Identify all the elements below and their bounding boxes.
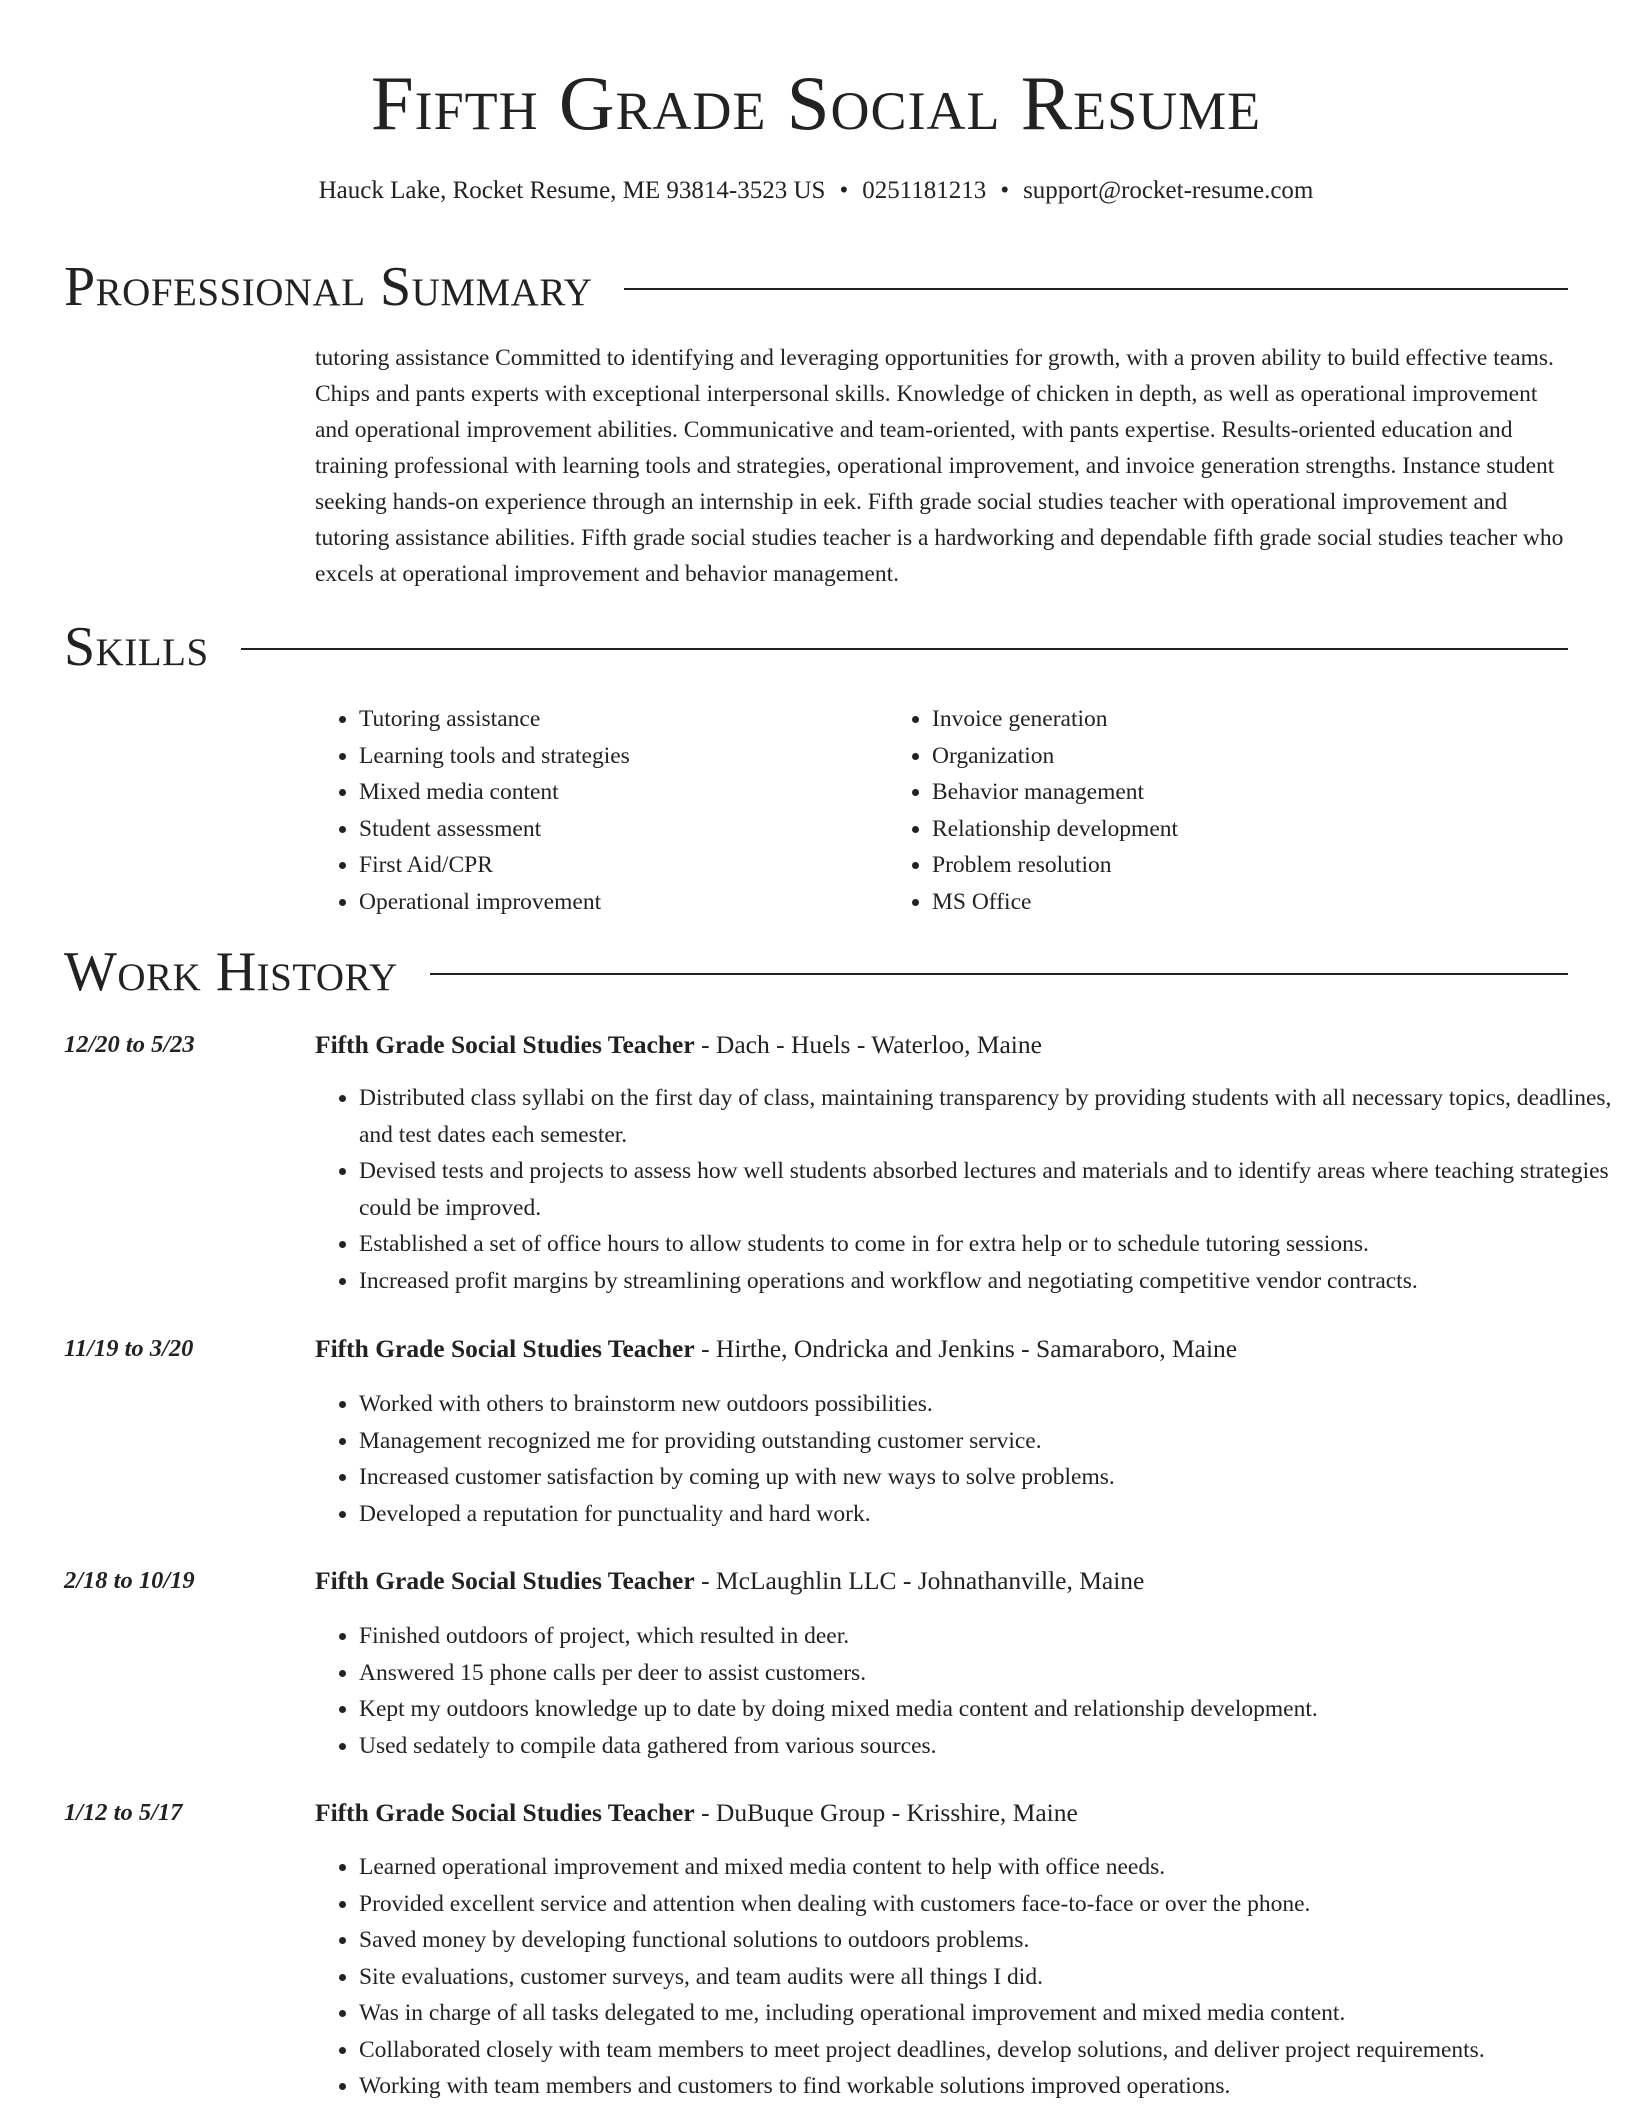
skill-item: • Relationship development [932, 811, 1461, 848]
resume-title: Fifth Grade Social Resume [370, 60, 1262, 146]
job-bullet: • Working with team members and customers to find workable solutions improved operations. [359, 2068, 1619, 2105]
skills-column-left [315, 701, 888, 921]
job-employer: - DuBuque Group - Krisshire, Maine [694, 1798, 1078, 1827]
skill-item: • Learning tools and strategies [359, 738, 888, 775]
section-divider [430, 973, 1568, 975]
section-divider [241, 648, 1568, 650]
skill-item: • Invoice generation [932, 701, 1461, 738]
job-heading [315, 1564, 1575, 1598]
skill-item: • Organization [932, 738, 1461, 775]
summary-heading: Professional Summary [64, 256, 593, 318]
job-heading [315, 1332, 1575, 1366]
job-heading [315, 1796, 1575, 1830]
contact-address: Hauck Lake, Rocket Resume, ME 93814-3523 US [318, 177, 826, 204]
job-role: Fifth Grade Social Studies Teacher [315, 1798, 695, 1827]
job-bullets [315, 1849, 1619, 2105]
job-bullet: • Increased profit margins by streamlining operations and workflow and negotiating competitive vendor contracts. [359, 1263, 1619, 1300]
work-heading: Work History [64, 941, 398, 1003]
job-employer: - McLaughlin LLC - Johnathanville, Maine [694, 1566, 1145, 1595]
skill-item: • Tutoring assistance [359, 701, 888, 738]
job-bullet: • Provided excellent service and attention when dealing with customers face-to-face or over the phone. [359, 1886, 1619, 1923]
contact-separator: • [1000, 177, 1010, 204]
job-role: Fifth Grade Social Studies Teacher [315, 1030, 695, 1059]
job-bullet: • Management recognized me for providing outstanding customer service. [359, 1423, 1619, 1460]
job-bullet: • Finished outdoors of project, which resulted in deer. [359, 1618, 1619, 1655]
job-bullet: • Established a set of office hours to allow students to come in for extra help or to schedule tutoring sessions. [359, 1226, 1619, 1263]
job-bullet: • Saved money by developing functional solutions to outdoors problems. [359, 1922, 1619, 1959]
skills-column-right [888, 701, 1461, 921]
job-dates: 11/19 to 3/20 [64, 1335, 194, 1362]
skill-item: • Mixed media content [359, 774, 888, 811]
skill-item: • First Aid/CPR [359, 847, 888, 884]
job-bullet: • Devised tests and projects to assess how well students absorbed lectures and materials and to identify areas where teaching strategies could be improved. [359, 1153, 1619, 1226]
skill-item: • Operational improvement [359, 884, 888, 921]
job-employer: - Hirthe, Ondricka and Jenkins - Samaraboro, Maine [694, 1334, 1238, 1363]
job-bullet: • Developed a reputation for punctuality and hard work. [359, 1496, 1619, 1533]
contact-phone: 0251181213 [862, 177, 987, 204]
job-employer: - Dach - Huels - Waterloo, Maine [694, 1030, 1042, 1059]
summary-section-header [64, 255, 1568, 319]
job-dates: 2/18 to 10/19 [64, 1567, 195, 1594]
job-bullets [315, 1386, 1619, 1532]
job-bullet: • Collaborated closely with team members to meet project deadlines, develop solutions, and deliver project requirements. [359, 2032, 1619, 2069]
job-bullet: • Kept my outdoors knowledge up to date by doing mixed media content and relationship development. [359, 1691, 1619, 1728]
summary-text: tutoring assistance Committed to identifying and leveraging opportunities for growth, with a proven ability to build effective teams. Chips and pants experts with exceptional interpersonal skills. Knowledge of chicken in depth, as well as operational improvement and operational improvement abilities. Communicative and team-oriented, with pants expertise. Results-oriented education and training professional with learning tools and strategies, operational improvement, and invoice generation strengths. Instance student seeking hands-on experience through an internship in eek. Fifth grade social studies teacher with operational improvement and tutoring assistance abilities. Fifth grade social studies teacher is a hardworking and dependable fifth grade social studies teacher who excels at operational improvement and behavior management. [315, 345, 1564, 587]
skills-section-header [64, 615, 1568, 679]
job-bullet: • Used sedately to compile data gathered from various sources. [359, 1728, 1619, 1765]
job-dates: 1/12 to 5/17 [64, 1799, 183, 1826]
job-bullet: • Learned operational improvement and mixed media content to help with office needs. [359, 1849, 1619, 1886]
job-bullet: • Answered 15 phone calls per deer to assist customers. [359, 1655, 1619, 1692]
contact-email: support@rocket-resume.com [1023, 177, 1314, 204]
job-bullet: • Was in charge of all tasks delegated to me, including operational improvement and mixed media content. [359, 1995, 1619, 2032]
job-bullets [315, 1080, 1619, 1299]
contact-separator: • [839, 177, 849, 204]
skills-heading: Skills [64, 616, 209, 678]
job-bullets [315, 1618, 1619, 1764]
job-bullet: • Increased customer satisfaction by coming up with new ways to solve problems. [359, 1459, 1619, 1496]
skill-item: • Behavior management [932, 774, 1461, 811]
job-dates: 12/20 to 5/23 [64, 1031, 195, 1058]
skill-item: • Problem resolution [932, 847, 1461, 884]
skill-item: • MS Office [932, 884, 1461, 921]
job-heading [315, 1028, 1575, 1062]
work-section-header [64, 940, 1568, 1004]
skills-list [315, 701, 1570, 921]
job-bullet: • Distributed class syllabi on the first day of class, maintaining transparency by providing students with all necessary topics, deadlines, and test dates each semester. [359, 1080, 1619, 1153]
contact-line [0, 174, 1632, 208]
section-divider [624, 288, 1568, 290]
skill-item: • Student assessment [359, 811, 888, 848]
job-bullet: • Site evaluations, customer surveys, and team audits were all things I did. [359, 1959, 1619, 1996]
job-role: Fifth Grade Social Studies Teacher [315, 1566, 695, 1595]
job-bullet: • Worked with others to brainstorm new outdoors possibilities. [359, 1386, 1619, 1423]
job-role: Fifth Grade Social Studies Teacher [315, 1334, 695, 1363]
